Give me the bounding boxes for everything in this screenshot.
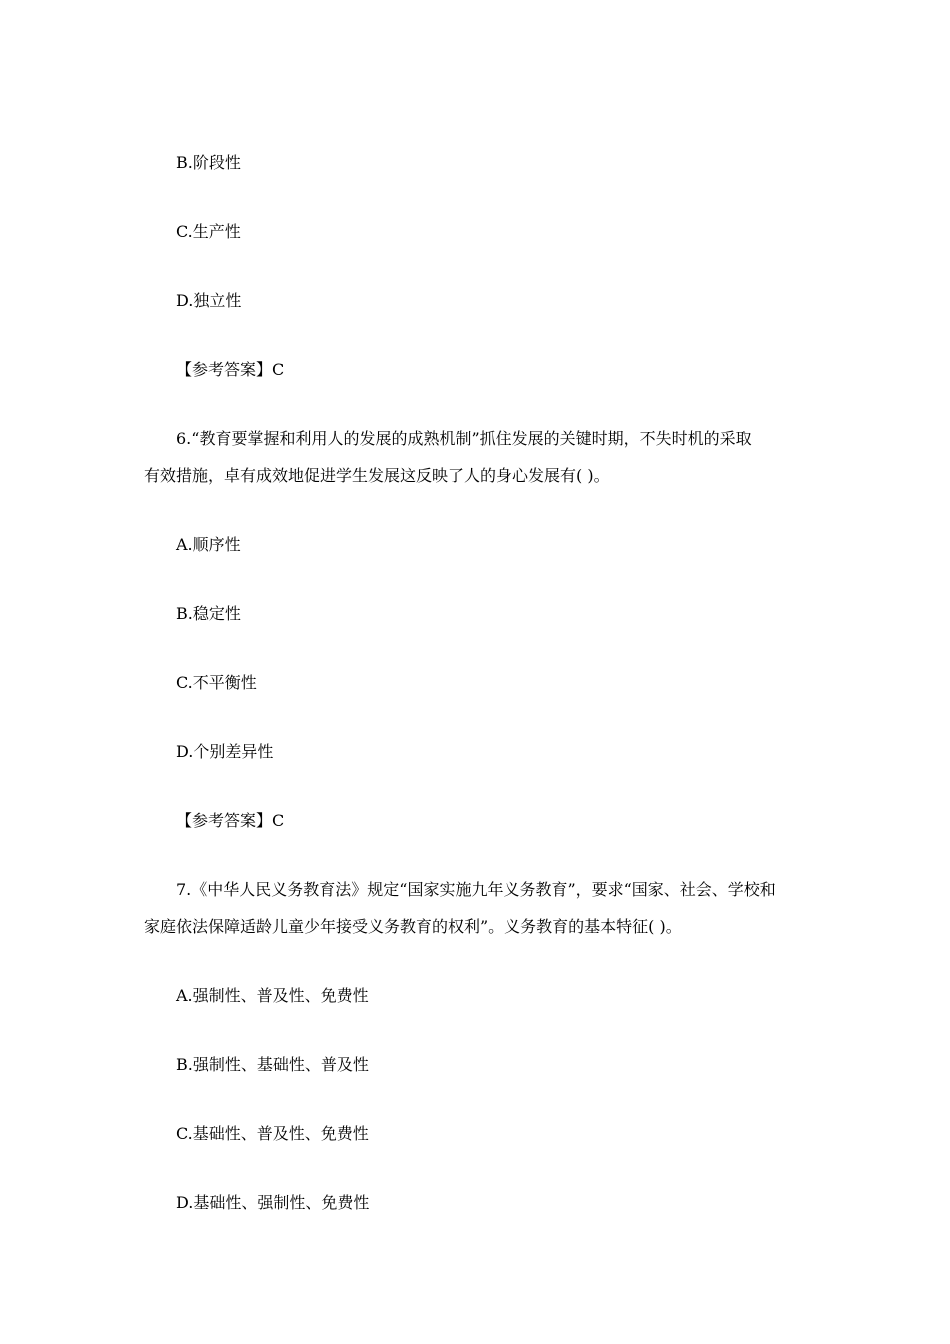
q6-stem-line2: 有效措施，卓有成效地促进学生发展这反映了人的身心发展有( )。 xyxy=(144,466,610,485)
q7-option-a: A.强制性、普及性、免费性 xyxy=(176,986,369,1005)
q5-option-b: B.阶段性 xyxy=(176,153,241,172)
q6-stem-line1: 6.“教育要掌握和利用人的发展的成熟机制”抓住发展的关键时期，不失时机的采取 xyxy=(176,429,752,448)
q7-stem-line2: 家庭依法保障适龄儿童少年接受义务教育的权利”。义务教育的基本特征( )。 xyxy=(144,917,682,936)
q6-answer: 【参考答案】C xyxy=(176,811,285,830)
q6-option-d: D.个别差异性 xyxy=(176,742,274,761)
q6-option-c: C.不平衡性 xyxy=(176,673,257,692)
q7-option-d: D.基础性、强制性、免费性 xyxy=(176,1193,370,1212)
q7-option-c: C.基础性、普及性、免费性 xyxy=(176,1124,369,1143)
q6-option-b: B.稳定性 xyxy=(176,604,241,623)
q7-stem-line1: 7.《中华人民义务教育法》规定“国家实施九年义务教育”，要求“国家、社会、学校和 xyxy=(176,880,776,899)
q5-answer: 【参考答案】C xyxy=(176,360,285,379)
q7-option-b: B.强制性、基础性、普及性 xyxy=(176,1055,369,1074)
q5-option-d: D.独立性 xyxy=(176,291,242,310)
q5-option-c: C.生产性 xyxy=(176,222,241,241)
q6-option-a: A.顺序性 xyxy=(176,535,241,554)
